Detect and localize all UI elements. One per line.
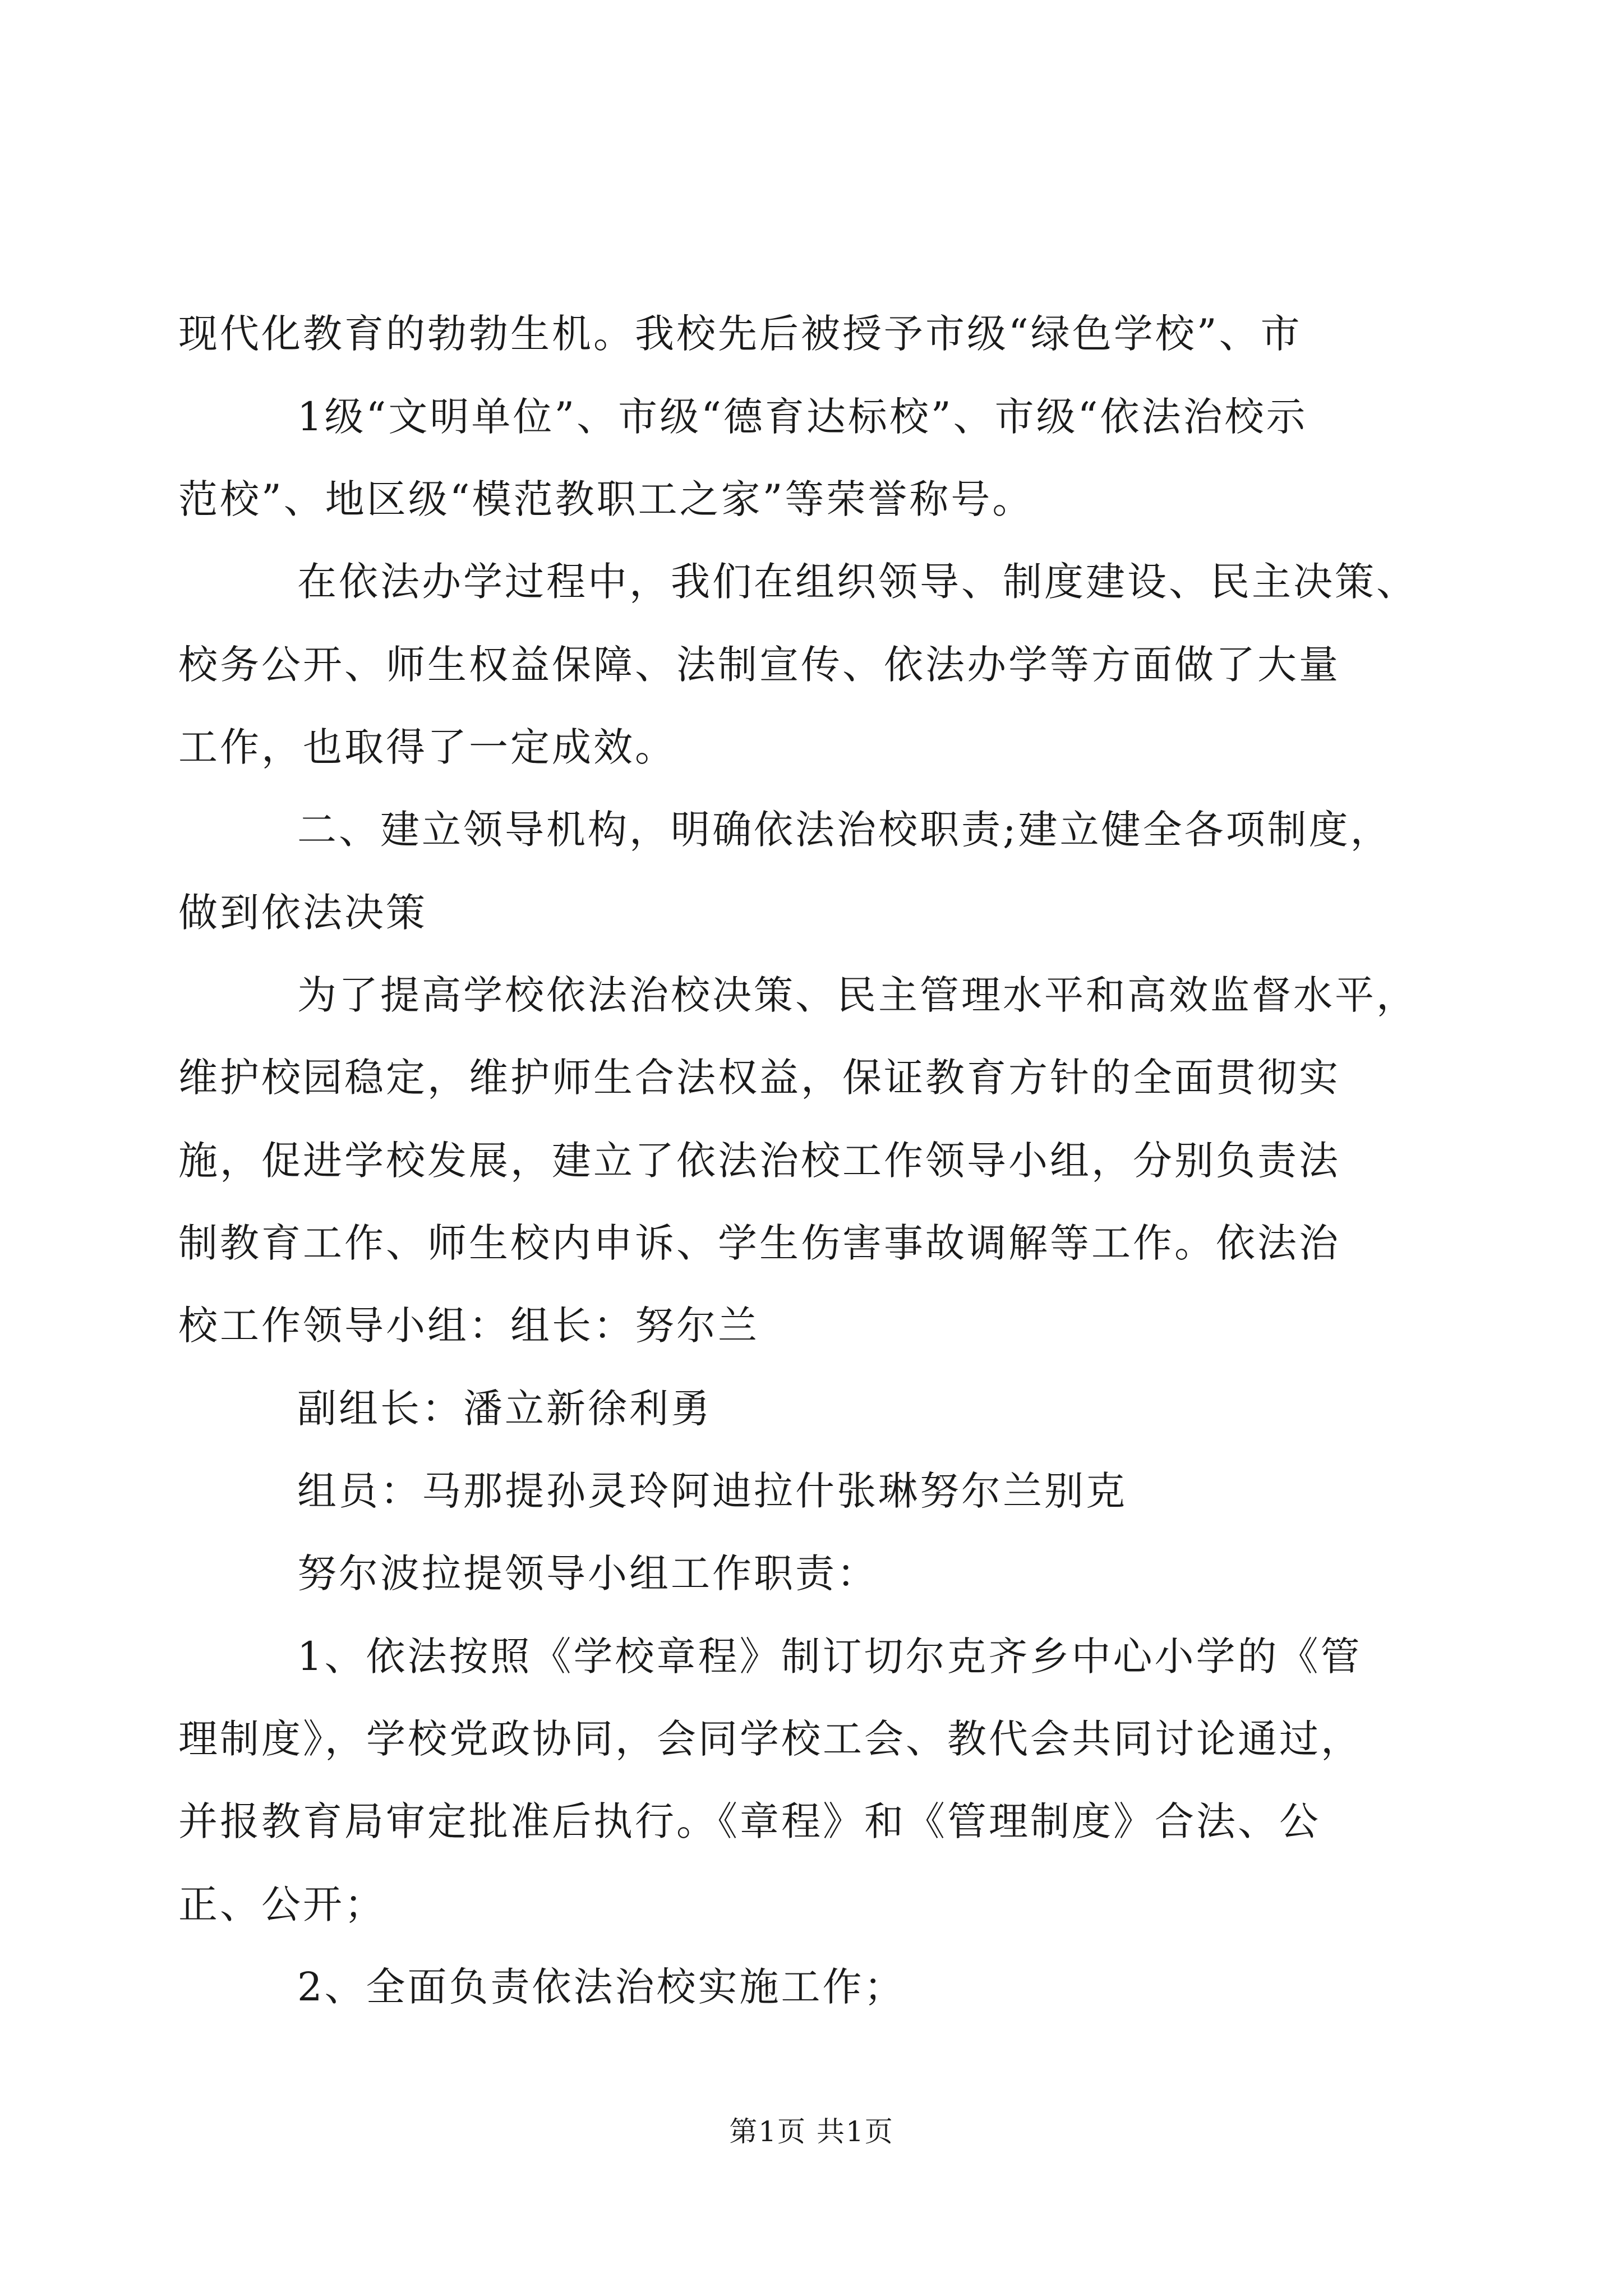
body-text-line: 现代化教育的勃勃生机。我校先后被授予市级“绿色学校”、市 bbox=[178, 311, 1302, 357]
body-text-line: 努尔波拉提领导小组工作职责： bbox=[297, 1550, 878, 1596]
list-item-line: 并报教育局审定批准后执行。《章程》和《管理制度》合法、公 bbox=[178, 1798, 1321, 1844]
body-text-line: 范校”、地区级“模范教职工之家”等荣誉称号。 bbox=[178, 476, 1034, 522]
body-text-line: 工作，也取得了一定成效。 bbox=[178, 724, 676, 770]
body-text-line: 1级“文明单位”、市级“德育达标校”、市级“依法治校示 bbox=[297, 394, 1308, 440]
body-text-line: 制教育工作、师生校内申诉、学生伤害事故调解等工作。依法治 bbox=[178, 1220, 1340, 1266]
page-footer: 第1页 共1页 bbox=[729, 2115, 894, 2148]
body-text-line: 维护校园稳定，维护师生合法权益，保证教育方针的全面贯彻实 bbox=[178, 1055, 1340, 1101]
body-text-line: 校工作领导小组：组长：努尔兰 bbox=[178, 1303, 759, 1349]
list-item-line: 1、依法按照《学校章程》制订切尔克齐乡中心小学的《管 bbox=[297, 1634, 1362, 1680]
list-item-line: 2、全面负责依法治校实施工作； bbox=[297, 1964, 906, 2010]
list-item-line: 正、公开； bbox=[178, 1881, 386, 1927]
section-heading-line: 做到依法决策 bbox=[178, 890, 427, 936]
body-text-line: 施，促进学校发展，建立了依法治校工作领导小组，分别负责法 bbox=[178, 1138, 1340, 1184]
body-text-line: 副组长：潘立新徐利勇 bbox=[297, 1386, 712, 1432]
body-text-line: 校务公开、师生权益保障、法制宣传、依法办学等方面做了大量 bbox=[178, 642, 1340, 688]
body-text-line: 在依法办学过程中，我们在组织领导、制度建设、民主决策、 bbox=[297, 559, 1418, 605]
body-text-line: 组员：马那提孙灵玲阿迪拉什张琳努尔兰别克 bbox=[297, 1468, 1127, 1514]
list-item-line: 理制度》，学校党政协同，会同学校工会、教代会共同讨论通过， bbox=[178, 1716, 1362, 1762]
section-heading-line: 二、建立领导机构，明确依法治校职责;建立健全各项制度， bbox=[297, 807, 1392, 853]
body-text-line: 为了提高学校依法治校决策、民主管理水平和高效监督水平， bbox=[297, 972, 1418, 1018]
